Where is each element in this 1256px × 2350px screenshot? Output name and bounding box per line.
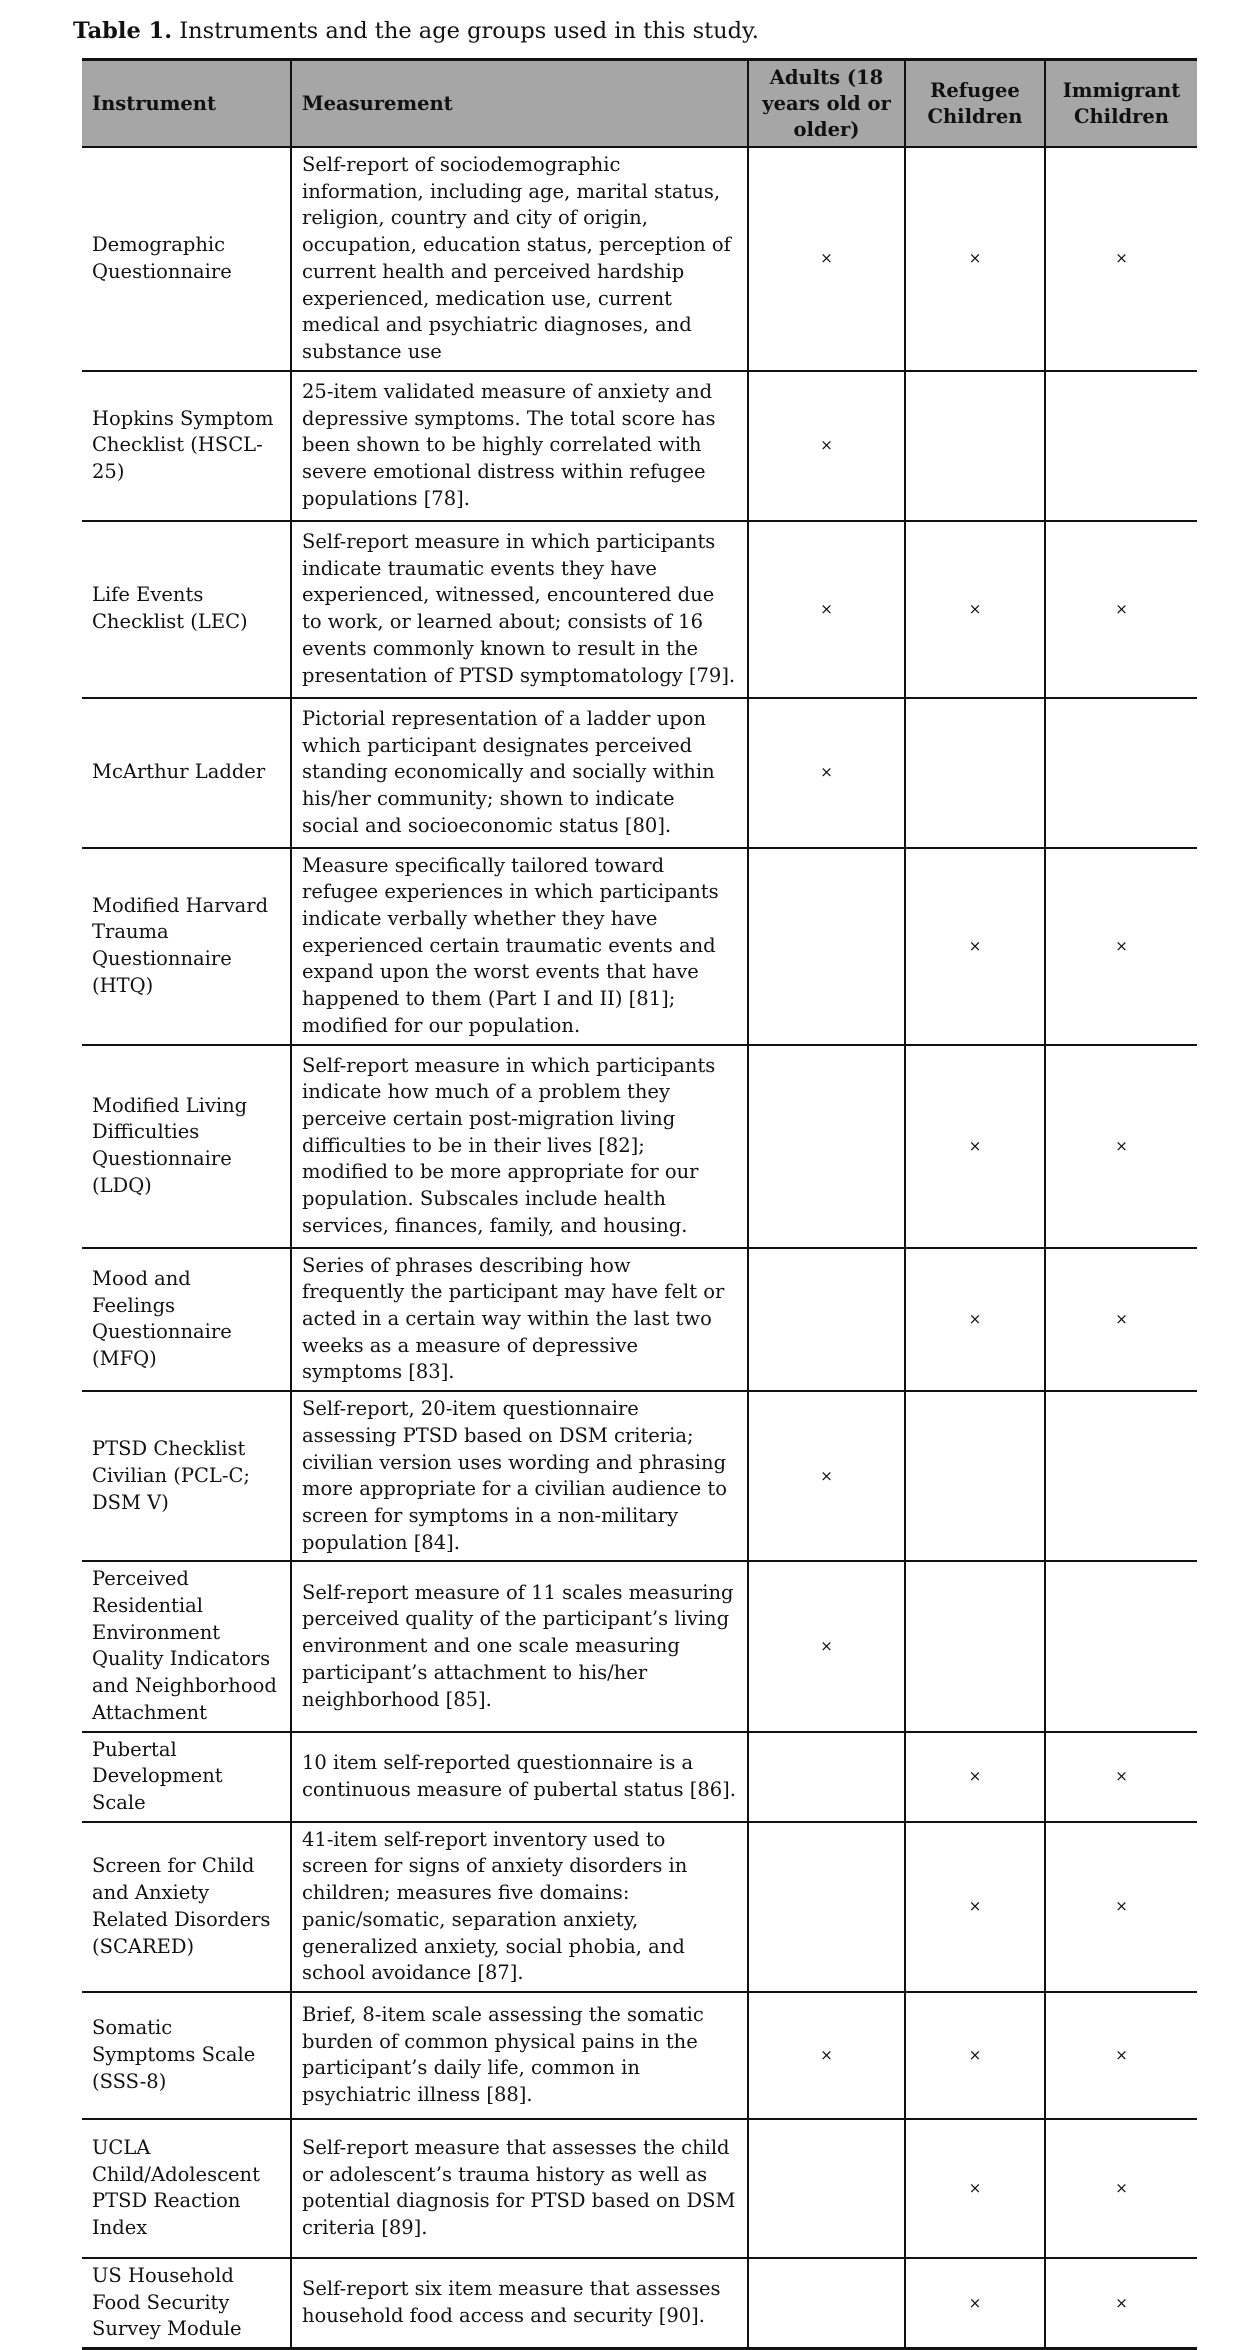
header-refugee-children: Refugee Children <box>905 60 1045 148</box>
cell-refugee-mark <box>905 1561 1045 1731</box>
cell-refugee-mark <box>905 698 1045 848</box>
cell-instrument: Modified Harvard Trauma Questionnaire (HTQ) <box>82 848 291 1045</box>
cell-immigrant-mark: × <box>1045 2258 1197 2349</box>
cell-adults-mark <box>748 1732 905 1822</box>
cell-instrument: Pubertal Development Scale <box>82 1732 291 1822</box>
cell-refugee-mark: × <box>905 2119 1045 2258</box>
cell-instrument: Mood and Feelings Questionnaire (MFQ) <box>82 1248 291 1392</box>
table-header-row <box>82 60 1197 148</box>
cell-adults-mark <box>748 848 905 1045</box>
cell-measurement: Pictorial representation of a ladder upon which participant designates perceived standing economically and socially within his/her community; shown to indicate social and socioeconomic status [80]. <box>291 698 748 848</box>
cell-measurement: Series of phrases describing how frequently the participant may have felt or acted in a certain way within the last two weeks as a measure of depressive symptoms [83]. <box>291 1248 748 1392</box>
cell-instrument: Life Events Checklist (LEC) <box>82 521 291 698</box>
cell-instrument: Somatic Symptoms Scale (SSS-8) <box>82 1992 291 2119</box>
cell-adults-mark: × <box>748 1561 905 1731</box>
cell-immigrant-mark: × <box>1045 1732 1197 1822</box>
cell-immigrant-mark: × <box>1045 1822 1197 1992</box>
cell-adults-mark <box>748 1248 905 1392</box>
cell-immigrant-mark <box>1045 371 1197 521</box>
cell-adults-mark: × <box>748 1391 905 1561</box>
cell-instrument: PTSD Checklist Civilian (PCL-C; DSM V) <box>82 1391 291 1561</box>
cell-instrument: McArthur Ladder <box>82 698 291 848</box>
cell-refugee-mark: × <box>905 1822 1045 1992</box>
cell-immigrant-mark: × <box>1045 2119 1197 2258</box>
table-row <box>82 1992 1197 2119</box>
table-row <box>82 848 1197 1045</box>
cell-immigrant-mark <box>1045 698 1197 848</box>
table-row <box>82 1045 1197 1248</box>
cell-instrument: Screen for Child and Anxiety Related Disorders (SCARED) <box>82 1822 291 1992</box>
cell-refugee-mark: × <box>905 1248 1045 1392</box>
table-row <box>82 1822 1197 1992</box>
cell-adults-mark <box>748 1822 905 1992</box>
cell-immigrant-mark <box>1045 1561 1197 1731</box>
cell-refugee-mark: × <box>905 1732 1045 1822</box>
table-row <box>82 1561 1197 1731</box>
cell-measurement: 10 item self-reported questionnaire is a continuous measure of pubertal status [86]. <box>291 1732 748 1822</box>
table-caption-text: Instruments and the age groups used in this study. <box>179 18 759 44</box>
table-row <box>82 1248 1197 1392</box>
cell-refugee-mark: × <box>905 1045 1045 1248</box>
cell-immigrant-mark: × <box>1045 1045 1197 1248</box>
table-row <box>82 1391 1197 1561</box>
table-row <box>82 147 1197 371</box>
cell-refugee-mark: × <box>905 521 1045 698</box>
cell-adults-mark: × <box>748 371 905 521</box>
cell-instrument: Hopkins Symptom Checklist (HSCL-25) <box>82 371 291 521</box>
header-instrument: Instrument <box>82 60 291 148</box>
cell-adults-mark <box>748 1045 905 1248</box>
cell-adults-mark: × <box>748 698 905 848</box>
table-row <box>82 521 1197 698</box>
cell-measurement: Brief, 8-item scale assessing the somatic burden of common physical pains in the participant’s daily life, common in psychiatric illness [88]. <box>291 1992 748 2119</box>
cell-adults-mark: × <box>748 1992 905 2119</box>
cell-measurement: Self-report measure in which participants indicate how much of a problem they perceive certain post-migration living difficulties to be in their lives [82]; modified to be more appropriate for our population. Subscales include health services, finances, family, and housing. <box>291 1045 748 1248</box>
cell-refugee-mark: × <box>905 147 1045 371</box>
cell-refugee-mark: × <box>905 2258 1045 2349</box>
table-row <box>82 698 1197 848</box>
table-caption <box>73 14 759 48</box>
cell-measurement: Self-report of sociodemographic information, including age, marital status, religion, country and city of origin, occupation, education status, perception of current health and perceived hardship experienced, medication use, current medical and psychiatric diagnoses, and substance use <box>291 147 748 371</box>
instruments-table <box>82 58 1197 2350</box>
cell-measurement: Self-report measure of 11 scales measuring perceived quality of the participant’s living environment and one scale measuring participant’s attachment to his/her neighborhood [85]. <box>291 1561 748 1731</box>
table-row <box>82 2119 1197 2258</box>
table-row <box>82 371 1197 521</box>
cell-refugee-mark: × <box>905 848 1045 1045</box>
table-caption-label: Table 1. <box>73 18 173 44</box>
cell-refugee-mark <box>905 371 1045 521</box>
cell-adults-mark <box>748 2119 905 2258</box>
cell-instrument: Demographic Questionnaire <box>82 147 291 371</box>
cell-measurement: Self-report measure that assesses the child or adolescent’s trauma history as well as potential diagnosis for PTSD based on DSM criteria [89]. <box>291 2119 748 2258</box>
header-immigrant-children: Immigrant Children <box>1045 60 1197 148</box>
cell-instrument: UCLA Child/Adolescent PTSD Reaction Index <box>82 2119 291 2258</box>
cell-measurement: 41-item self-report inventory used to screen for signs of anxiety disorders in children; measures five domains: panic/somatic, separation anxiety, generalized anxiety, social phobia, and school avoidance [87]. <box>291 1822 748 1992</box>
cell-measurement: Self-report six item measure that assesses household food access and security [90]. <box>291 2258 748 2349</box>
header-adults: Adults (18 years old or older) <box>748 60 905 148</box>
cell-measurement: Measure specifically tailored toward refugee experiences in which participants indicate verbally whether they have experienced certain traumatic events and expand upon the worst events that have happened to them (Part I and II) [81]; modified for our population. <box>291 848 748 1045</box>
cell-immigrant-mark: × <box>1045 1992 1197 2119</box>
cell-immigrant-mark: × <box>1045 1248 1197 1392</box>
cell-instrument: Perceived Residential Environment Quality Indicators and Neighborhood Attachment <box>82 1561 291 1731</box>
cell-instrument: Modified Living Difficulties Questionnaire (LDQ) <box>82 1045 291 1248</box>
header-measurement: Measurement <box>291 60 748 148</box>
cell-immigrant-mark: × <box>1045 521 1197 698</box>
table-row <box>82 1732 1197 1822</box>
cell-adults-mark <box>748 2258 905 2349</box>
cell-adults-mark: × <box>748 147 905 371</box>
cell-measurement: 25-item validated measure of anxiety and depressive symptoms. The total score has been shown to be highly correlated with severe emotional distress within refugee populations [78]. <box>291 371 748 521</box>
cell-measurement: Self-report, 20-item questionnaire assessing PTSD based on DSM criteria; civilian version uses wording and phrasing more appropriate for a civilian audience to screen for symptoms in a non-military population [84]. <box>291 1391 748 1561</box>
cell-immigrant-mark: × <box>1045 147 1197 371</box>
cell-immigrant-mark: × <box>1045 848 1197 1045</box>
table-row <box>82 2258 1197 2349</box>
cell-instrument: US Household Food Security Survey Module <box>82 2258 291 2349</box>
cell-adults-mark: × <box>748 521 905 698</box>
cell-immigrant-mark <box>1045 1391 1197 1561</box>
cell-measurement: Self-report measure in which participants indicate traumatic events they have experienced, witnessed, encountered due to work, or learned about; consists of 16 events commonly known to result in the presentation of PTSD symptomatology [79]. <box>291 521 748 698</box>
cell-refugee-mark <box>905 1391 1045 1561</box>
cell-refugee-mark: × <box>905 1992 1045 2119</box>
